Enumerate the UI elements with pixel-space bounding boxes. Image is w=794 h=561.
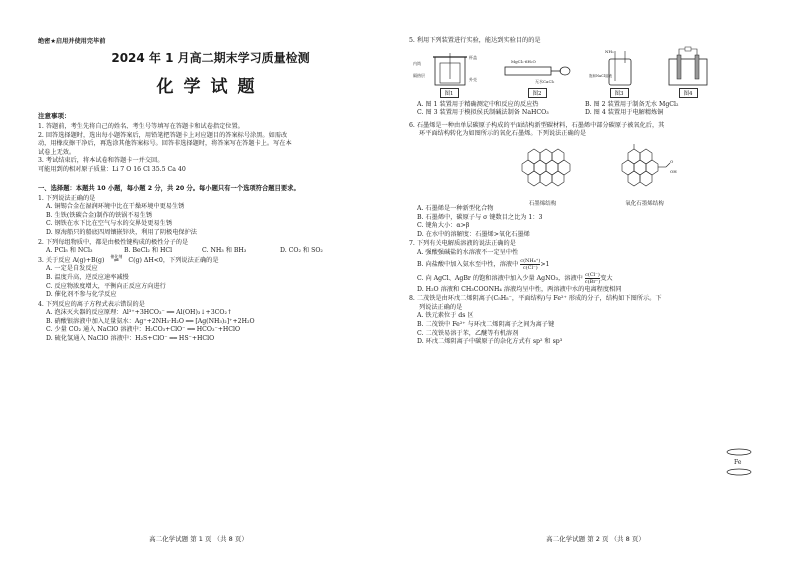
note-line: 1. 答题前，考生先将自己的姓名、考生号等填写在答题卡和试卷指定位置。 <box>38 123 244 130</box>
note-line: 动，用橡皮擦干净后，再选涂其他答案标号。回答非选择题时，将答案写在答题卡上。写在本 <box>38 140 292 148</box>
fig2-tag-salt: MgCl₂·6H₂O <box>511 58 536 64</box>
q8-option-b: B. 二茂铁中 Fe²⁺ 与环戊二烯阴离子之间为离子键 <box>417 320 555 328</box>
q3-option-b: B. 温度升高，逆反应速率减慢 <box>46 273 129 281</box>
q4-option-c: C. 少量 CO₂ 通入 NaClO 溶液中：H₂CO₃+ClO⁻ ══ HCO₃⁻+HClO <box>46 326 241 334</box>
graphene-caption: 石墨烯结构 <box>528 200 557 207</box>
q5-figures <box>413 50 780 98</box>
q7b-tail: >1 <box>540 260 550 268</box>
fig2-tag-desiccant: 无水CaCl₂ <box>535 78 555 84</box>
q7b-denominator: c(Cl⁻) <box>522 264 538 271</box>
confidential-mark: 绝密★启用并使用完毕前 <box>38 38 106 45</box>
q7c-fraction <box>585 272 600 285</box>
q8-option-c: C. 二茂铁易溶于苯，乙醚等有机溶剂 <box>417 329 519 337</box>
section-1-heading: 一、选择题：本题共 10 小题，每小题 2 分，共 20 分。每小题只有一个选项符合题目要求。 <box>38 184 300 192</box>
q3-prefix: 3. 关于反应 A(g)+B(g) <box>38 256 105 264</box>
q7b-numerator: c(NH₄⁺) <box>520 257 541 264</box>
figure-2-label: 图2 <box>528 88 547 98</box>
graphene-icon <box>508 143 578 195</box>
exam-title: 2024 年 1 月高二期末学习质量检测 <box>111 51 310 65</box>
question-5: 5. 利用下列装置进行实验，能达到实验目的的是 <box>409 37 541 44</box>
question-2: 2. 下列每组物质中，都是由极性键构成的极性分子的是 <box>38 238 189 246</box>
q2-options <box>38 247 383 256</box>
figure-1-label: 图1 <box>440 88 459 98</box>
q3-catalyst-label: 催化剂 <box>110 253 123 259</box>
graphene-oxide-structure <box>608 143 682 207</box>
q3-option-d: D. 催化剂不参与化学反应 <box>46 291 117 299</box>
figure-1 <box>413 51 485 98</box>
page-2-footer: 高二化学试题 第 2 页 （共 8 页） <box>546 535 645 543</box>
q7-option-c-text: C. 向 AgCl、AgBr 的饱和溶液中加入少量 AgNO₃，溶液中 <box>417 274 583 282</box>
question-1: 1. 下列说法正确的是 <box>38 194 96 202</box>
q7-option-c <box>409 272 780 286</box>
question-4: 4. 下列反应的离子方程式表示错误的是 <box>38 300 145 308</box>
subject-title: 化学试题 <box>156 77 265 97</box>
q3-arrow: 催化剂 ⇌ <box>104 257 128 266</box>
q7-option-b <box>409 258 780 272</box>
q1-option-a: A. 铜锡合金在湿润环境中比在干燥环境中更易生锈 <box>46 203 185 211</box>
q1-option-d: D. 原海船只的船底四周镶嵌锌块，利用了阴极电保护法 <box>46 228 197 236</box>
fig1-tag-insulation: 隔热层 <box>413 72 425 78</box>
graphene-structure <box>508 143 578 207</box>
figure-3 <box>589 47 649 98</box>
q1-option-b: B. 生铁(铁碳合金)制作的铁锅不易生锈 <box>46 211 153 219</box>
q2-option-c: C. NH₃ 和 BH₃ <box>202 247 247 255</box>
ferrocene-structure <box>724 447 754 481</box>
fig1-tag-inner: 内筒 <box>413 60 421 66</box>
q7c-denominator: c(Br⁻) <box>584 278 601 285</box>
q7-option-a: A. 强酸强碱盐的水溶液不一定呈中性 <box>417 248 519 256</box>
svg-text:O: O <box>669 158 673 164</box>
note-line: 3. 考试结束后，将本试卷和答题卡一并交回。 <box>38 157 164 165</box>
q6-option-d: D. 在水中的溶解度：石墨烯>氧化石墨烯 <box>417 230 530 238</box>
page-1-footer: 高二化学试题 第 1 页 （共 8 页） <box>149 535 248 543</box>
figure-3-label: 图3 <box>610 88 629 98</box>
fig1-tag-shell: 外壳 <box>469 76 477 82</box>
q5-options-row-2 <box>409 109 780 118</box>
note-line: 2. 回答选择题时，选出每小题答案后，用铅笔把答题卡上对应题目的答案标号涂黑。如需改 <box>38 131 288 139</box>
q6-option-b: B. 石墨烯中，碳原子与 σ 键数目之比为 1：3 <box>417 213 543 221</box>
question-8-line-2: 列说法正确的是 <box>419 303 463 311</box>
q5-option-d: D. 图 4 装置用于电解精炼铜 <box>585 109 664 117</box>
q4-option-a: A. 泡沫灭火器的反应原理：Al³⁺+3HCO₃⁻ ══ Al(OH)₃↓+3CO₂↑ <box>46 309 233 317</box>
notes-heading: 注意事项： <box>38 112 71 120</box>
q2-option-d: D. CO₂ 和 SO₂ <box>280 247 323 255</box>
q2-option-b: B. BeCl₂ 和 HCl <box>124 247 173 255</box>
ferrocene-fe-label: Fe <box>734 459 742 466</box>
svg-text:OH: OH <box>669 168 677 174</box>
question-6-line-2: 环平面结构转化为如图所示的氧化石墨烯。下列说法正确的是 <box>419 130 587 138</box>
question-8-line-1: 8. 二茂铁是由环戊二烯阴离子(C₅H₅⁻，平面结构)与 Fe²⁺ 形成的分子，结构如下图所示。下 <box>409 295 662 303</box>
figure-4 <box>663 47 713 98</box>
dehydration-diagram <box>499 51 575 87</box>
q5-options-row-1 <box>409 101 780 110</box>
q3-option-c: C. 反应物浓度增大，平衡向正反应方向进行 <box>46 282 166 290</box>
question-7: 7. 下列有关电解质溶液的说法正确的是 <box>409 240 516 248</box>
fig3-tag-brine: 饱和NaCl溶液 <box>589 73 612 78</box>
calorimeter-diagram <box>413 51 485 87</box>
q4-option-d: D. 硫化氢通入 NaClO 溶液中：H₂S+ClO⁻ ══ HS⁻+HClO <box>46 335 215 343</box>
graphene-oxide-icon <box>608 143 682 195</box>
q6-option-a: A. 石墨烯是一种新型化合物 <box>417 204 494 212</box>
q7c-tail: 变大 <box>600 274 613 282</box>
ferrocene-icon <box>724 447 754 477</box>
q7b-fraction <box>520 258 540 271</box>
q8-option-d: D. 环戊二烯阴离子中碳原子的杂化方式有 sp² 和 sp³ <box>417 338 563 346</box>
q3-suffix: C(g) ΔH<0，下列说法正确的是 <box>128 256 219 264</box>
electrolysis-diagram <box>663 47 713 87</box>
q8-option-a: A. 铁元素位于 ds 区 <box>417 312 474 320</box>
fig1-tag-lid: 杯盖 <box>469 54 477 60</box>
figure-2 <box>499 51 575 98</box>
ammonia-bottle-diagram <box>589 47 649 87</box>
fig3-tag-nh3: NH₃ <box>605 48 614 54</box>
q7c-numerator: c(Cl⁻) <box>585 271 600 278</box>
q7-option-b-text: B. 向盐酸中加入氨水至中性，溶液中 <box>417 260 519 268</box>
page-2 <box>397 0 794 561</box>
graphene-oxide-caption: 氧化石墨烯结构 <box>625 200 664 207</box>
question-6-line-1: 6. 石墨烯是一种由单层碳原子构成的平面结构新型碳材料，石墨烯中部分碳原子被氧化后，其 <box>409 121 665 129</box>
q3-option-a: A. 一定是自发反应 <box>46 265 98 273</box>
q5-option-b: B. 图 2 装置用于制备无水 MgCl₂ <box>585 100 679 108</box>
q1-option-c: C. 钢铁在水下比在空气与水的交界处更易生锈 <box>46 220 173 228</box>
note-line: 试卷上无效。 <box>38 148 76 156</box>
q5-option-c: C. 图 3 装置用于模拟侯氏制碱法制备 NaHCO₃ <box>417 109 549 117</box>
q4-option-b: B. 硝酸银溶液中加入足量氨水：Ag⁺+2NH₃·H₂O ══ [Ag(NH₃)₂]⁺+2H₂O <box>46 317 255 325</box>
q6-structures <box>409 143 780 207</box>
q5-option-a: A. 图 1 装置用于精确测定中和反应的反应热 <box>417 100 539 108</box>
q2-option-a: A. PCl₅ 和 NCl₃ <box>46 247 93 255</box>
q6-option-c: C. 键角大小：α>β <box>417 222 470 230</box>
atomic-mass-line: 可能用到的相对原子质量：Li 7 O 16 Cl 35.5 Ca 40 <box>38 165 186 173</box>
figure-4-label: 图4 <box>679 88 698 98</box>
q7-option-d: D. H₂O 溶液和 CH₃COONH₄ 溶液均呈中性，两溶液中水的电离程度相同 <box>417 285 622 293</box>
